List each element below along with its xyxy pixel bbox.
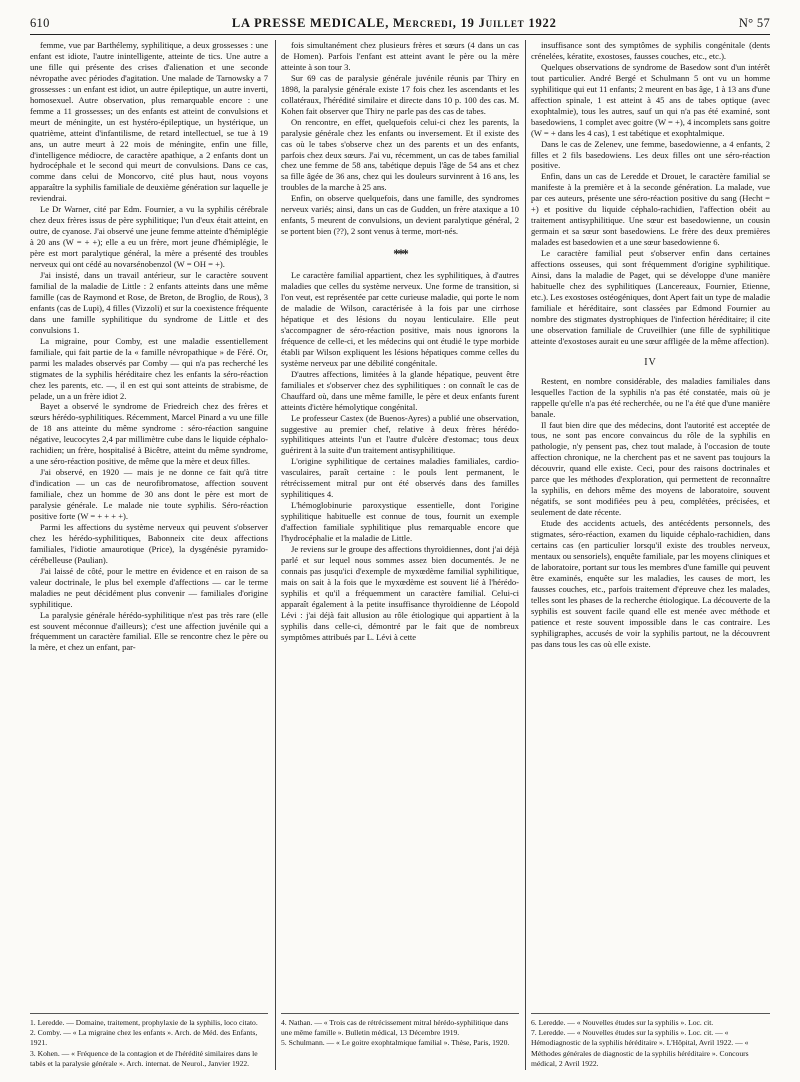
paragraph: D'autres affections, limitées à la glande hépatique, peuvent être familiales et s'observer chez des syphilitiques : on connaît le cas de Chauffard où, dans une même famille, le père et deux enfants furent atteints d'ictère hémolytique congénital.: [281, 368, 519, 412]
footnote: 2. Comby. — « La migraine chez les enfants ». Arch. de Méd. des Enfants, 1921.: [30, 1028, 258, 1048]
paragraph: La migraine, pour Comby, est une maladie essentiellement familiale, qui fait partie de la « famille névropathique » de Féré. Or, parmi les malades observés par Comby — qui n'a pas recherché les stigmates de la syphilis héréditaire chez les enfants la séro-réaction chez les parents, etc. —, il en est qui sont atteints de strabisme, de pelade, un a un frère idiot 2.: [30, 335, 268, 401]
column-3: [531, 40, 770, 1000]
paragraph: Je reviens sur le groupe des affections thyroïdiennes, dont j'ai déjà parlé et sur lequel nous sommes assez bien documentés. Je ne connais pas jusqu'ici d'exemple de myxœdème familial syphilitique, mais on sait à la fois que le myxœdème est souvent lié à l'hérédo-syphilis et qu'il a fréquemment un caractère familial. Celui-ci apparaît également à la petite insuffisance thyroïdienne de Léopold Lévi : j'ai déjà fait allusion au rôle étiologique qui appartient à la syphilis dans celle-ci, démontré par le fait que de nombreux symptômes attribués par L. Lévi à cette: [281, 543, 519, 642]
paragraph: Enfin, on observe quelquefois, dans une famille, des syndromes nerveux variés; ainsi, dans un cas de Gudden, un frère ataxique a 10 enfants, 5 meurent de convulsions, un devient paralytique général, 2 se portent bien (??), 2 sont venus à terme, mort-nés.: [281, 193, 519, 237]
paragraph: On rencontre, en effet, quelquefois celui-ci chez les parents, la paralysie générale chez les enfants ou inversement. Et il existe des cas où le tabes s'observe chez un des parents et un des enfants, parfois chez deux sœurs. J'ai vu, récemment, un cas de tabes familial chez une femme de 58 ans, tabétique depuis l'âge de 54 ans et chez sa fille âgée de 36 ans, chez qui les douleurs survinrent à 16 ans, les troubles de la marche à 25 ans.: [281, 116, 519, 193]
column-1: [30, 40, 268, 1000]
paragraph: La paralysie générale hérédo-syphilitique n'est pas très rare (elle est souvent méconnue d'ailleurs); c'est une affection juvénile qui a fréquemment un caractère familial. Elle se rencontre chez le père ou la mère, et chez un enfant, par-: [30, 609, 268, 653]
footnotes-column-2: [281, 1013, 519, 1049]
footnote: 6. Leredde. — « Nouvelles études sur la syphilis ». Loc. cit.: [531, 1018, 714, 1027]
page-number: 610: [30, 15, 50, 30]
paragraph: J'ai observé, en 1920 — mais je ne donne ce fait qu'à titre d'indication — un cas de neurofibromatose, affection souvent familiale, chez un homme de 30 ans dont le père est mort de paralysie générale. Le malade nie toute syphilis. Séro-réaction positive forte (W = + + + +).: [30, 467, 268, 521]
paragraph: Le Dr Warner, cité par Edm. Fournier, a vu la syphilis cérébrale chez deux frères issus de père syphilitique; l'un d'eux était atteint, en outre, de cyanose. J'ai observé une jeune femme atteinte d'hémiplégie à 20 ans (W = + +); elle a eu un frère, mort jeune d'hémiplégie, le père est mort paralytique général, la mère a présenté des troubles nerveux qui ont cédé au novarsénobenzol (W = OH = +).: [30, 204, 268, 270]
paragraph: Le caractère familial peut s'observer enfin dans certaines affections osseuses, qui sont fréquemment d'origine syphilitique. Ainsi, dans la maladie de Paget, qui se développe d'une manière habituelle chez des syphilitiques (Lancereaux, Fournier, Etienne, etc.). Les exostoses ostéogéniques, dont Apert fait un type de maladie familiale et héréditaire, sont classées par Edmond Fournier au nombre des stigmates dystrophiques de l'infection héréditaire; il cite une observation familiale de Cruveilhier (une fille de syphilitique atteinte d'exostoses aurait eu une sœur affligée de la même affection).: [531, 248, 770, 346]
footnote: 7. Leredde. — « Nouvelles études sur la syphilis ». Loc. cit. — « Hémodiagnostic de la syphilis héréditaire ». L'Hôpital, Avril 1922. — « Méthodes générales de diagnostic de la syphilis héréditaire ». Concours médical, 2 Avril 1922.: [531, 1028, 749, 1068]
footnote: 3. Kohen. — « Fréquence de la contagion et de l'hérédité similaires dans le tabès et la paralysie générale ». Arch. internat. de Neurol., Janvier 1922.: [30, 1048, 258, 1068]
journal-title: LA PRESSE MEDICALE, Mercredi, 19 Juillet 1922: [231, 15, 557, 30]
paragraph: L'origine syphilitique de certaines maladies familiales, cardio-vasculaires, paraît certaine : le pouls lent permanent, le rétrécissement mitral pur ont été observés dans des familles syphilitiques 4.: [281, 456, 519, 500]
column-rule: [275, 40, 276, 1070]
page-header: [30, 12, 770, 35]
footnote: 1. Leredde. — Domaine, traitement, prophylaxie de la syphilis, loco citato.: [30, 1018, 258, 1027]
column-rule: [525, 40, 526, 1070]
footnotes-column-1: [30, 1013, 268, 1069]
column-2: [281, 40, 519, 1000]
paragraph: Etude des accidents actuels, des antécédents personnels, des stigmates, séro-réaction, examen du liquide céphalo-rachidien, dans certains cas (en particulier lorsqu'il existe des troubles nerveux, mentaux ou sensoriels), enquête familiale, par les moyens cliniques et de laboratoire, portant sur tous les membres d'une famille qui peuvent être examinés, enquête sur les maladies, les causes de mort, les fausses couches, etc., parfois traitement d'épreuve chez les malades, telles sont les phases de la recherche étiologique. La découverte de la syphilis est souvent facile quand elle est menée avec méthode et patience et reste souvent impossible dans le cas contraire. Les syphiligraphes, accusés de voir la syphilis partout, ne la découvrent pas dans tous les cas où elle existe.: [531, 518, 770, 649]
paragraph: L'hémoglobinurie paroxystique essentielle, dont l'origine syphilitique habituelle est connue de tous, fournit un exemple d'affection familiale syphilitique plus remarquable encore que l'hydrocéphalie et la maladie de Little.: [281, 500, 519, 544]
footnote: 4. Nathan. — « Trois cas de rétrécissement mitral hérédo-syphilitique dans une même famille ». Bulletin médical, 13 Décembre 1919.: [281, 1018, 509, 1038]
issue-number: N° 57: [738, 15, 770, 30]
paragraph: Bayet a observé le syndrome de Friedreich chez des frères et sœurs hérédo-syphilitiques. Récemment, Marcel Pinard a vu une fille de 18 ans atteinte du même syndrome : séro-réaction sanguine négative, leucocytes 2,4 par millimètre cube dans le liquide céphalo-rachidien; un frère, hospitalisé à Bicêtre, atteint du même syndrome, a une séro-réaction positive, de même que la mère et deux filles.: [30, 401, 268, 467]
paragraph: Le professeur Castex (de Buenos-Ayres) a publié une observation, suggestive au premier chef, relative à deux frères hérédo-syphilitiques atteints l'un et l'autre d'ulcère d'estomac; tous deux guérirent à la suite d'un traitement antisyphilitique.: [281, 412, 519, 456]
paragraph: Il faut bien dire que des médecins, dont l'autorité est acceptée de tous, ne sont pas encore convaincus du rôle de la syphilis en pathologie, n'y pensent pas, chez tout malade, à l'occasion de toute affection chronique, ne la cherchent pas et ne savent pas toujours la découvrir, quand elle existe. Ceci, pour des raisons doctrinales et parce que les méthodes d'exploration, qui permettent de reconnaître la syphilis, en dehors même des moyens de laboratoire, souvent négatifs, se sont modifiées peu à peu, complétées, précisées, et seulement de date récente.: [531, 419, 770, 518]
paragraph: fois simultanément chez plusieurs frères et sœurs (4 dans un cas de Homen). Parfois l'enfant est atteint avant le père ou la mère atteinte à son tour 3.: [281, 40, 519, 72]
paragraph: J'ai laissé de côté, pour le mettre en évidence et en raison de sa valeur doctrinale, le plus bel exemple d'affections — car le terme maladies ne peut décidément plus convenir — familiales d'origine syphilitique.: [30, 565, 268, 609]
footnotes-column-3: [531, 1013, 770, 1069]
paragraph: femme, vue par Barthélemy, syphilitique, a deux grossesses : une enfant est idiote, l'autre inintelligente, atteinte de tics. Une autre a une fille qui présente des crises d'alienation et une seconde névropathe avec périodes d'agitation. Une malade de Tarnowsky a 7 grossesses : un enfant est idiot, un autre épileptique, un autre inverti, homosexuel. Autre observation, plus remarquable encore : une femme a 11 grossesses; un des enfants est atteint de convulsions et meurt de méningite, un est hystéro-épileptique, un hystérique, un quatrième, atteint d'infantilisme, de retard intellectuel, se tue à 19 ans, un autre meurt à 22 mois de méningite, enfin une fille, d'intelligence médiocre, de caractère apathique, a 2 enfants dont un hydrocéphale et le second qui meurt de convulsions. Dans ce cas, comme dans celui de Moncorvo, cité plus haut, nous voyons apparaître la syphilis familiale de deuxième génération sur laquelle je reviendrai.: [30, 40, 268, 204]
paragraph: Quelques observations de syndrome de Basedow sont d'un intérêt tout particulier. André Bergé et Schulmann 5 ont vu un homme syphilitique qui eut 11 enfants; 2 meurent en bas âge, 1 à 13 ans d'une affection spinale, 1 est atteint à 45 ans de tabes optique (avec exophtalmie), tous les autres, sauf un qui n'a pas été examiné, sont basedowiens, 1 complet avec goitre (W = +), 4 incomplets sans goitre (W = + dans les 4 cas), 1 est tabétique et exophtalmique.: [531, 61, 770, 138]
paragraph: J'ai insisté, dans un travail antérieur, sur le caractère souvent familial de la maladie de Little : 2 enfants atteints dans une même famille (cas de Raymond et Rose, de Breton, de Broglio, de Rous), 3 enfants (cas de Lupi), 4 filles (Vizzoli) et sur la coexistence fréquente dans une famille syphilitique du syndrome de Little et des convulsions 1.: [30, 270, 268, 335]
paragraph: Enfin, dans un cas de Leredde et Drouet, le caractère familial se manifeste à la première et à la seconde génération. La malade, vue par ces auteurs, présente une séro-réaction positive du sang (Hecht = +) et positive du liquide céphalo-rachidien, l'affection obéit au traitement antisyphilitique. Une sœur est basedowienne, un cousin germain et sa sœur sont basedowiens. Le frère des deux premières malades est basedowien et a une sœur basedowienne 6.: [531, 171, 770, 248]
paragraph: Restent, en nombre considérable, des maladies familiales dans lesquelles l'action de la syphilis n'a pas été constatée, mais où je rappelle qu'elle n'a pas été recherchée, ou ne l'a été que d'une manière banale.: [531, 375, 770, 419]
paragraph: Parmi les affections du système nerveux qui peuvent s'observer chez les hérédo-syphilitiques, Babonneix cite deux affections familiales, l'idiotie amaurotique (Price), la dysgénésie pyramido-cérébelleuse (Paulian).: [30, 521, 268, 565]
paragraph: Dans le cas de Zelenev, une femme, basedowienne, a 4 enfants, 2 filles et 2 fils basedowiens. Les deux filles ont une séro-réaction positive.: [531, 138, 770, 171]
asterism-separator: ***: [393, 246, 407, 262]
paragraph: Sur 69 cas de paralysie générale juvénile réunis par Thiry en 1898, la paralysie générale existe 17 fois chez les ascendants et les collatéraux, l'hérédité similaire et directe dans 10 p. 100 des cas. M. Kohen fait observer que Thiry ne parle pas des cas de tabes.: [281, 72, 519, 116]
footnote: 5. Schulmann. — « Le goitre exophtalmique familial ». Thèse, Paris, 1920.: [281, 1038, 510, 1048]
section-heading: IV: [644, 356, 657, 368]
paragraph: Le caractère familial appartient, chez les syphilitiques, à d'autres maladies que celles du système nerveux. Une forme de transition, si l'on veut, est représentée par cette curieuse maladie, qui porte le nom de maladie de Wilson, caractérisée à la fois par une cirrhose hépatique et des lésions du noyau lenticulaire. Elle peut s'accompagner de séro-réaction positive, mais nous ignorons la fréquence de celle-ci, et les médecins qui ont étudié le type morbide établi par Wilson expliquent les lésions hépatiques comme celles du système nerveux par une débilité congénitale.: [281, 270, 519, 368]
paragraph: insuffisance sont des symptômes de syphilis congénitale (dents crénelées, kératite, exostoses, fausses couches, etc., etc.).: [531, 40, 770, 61]
